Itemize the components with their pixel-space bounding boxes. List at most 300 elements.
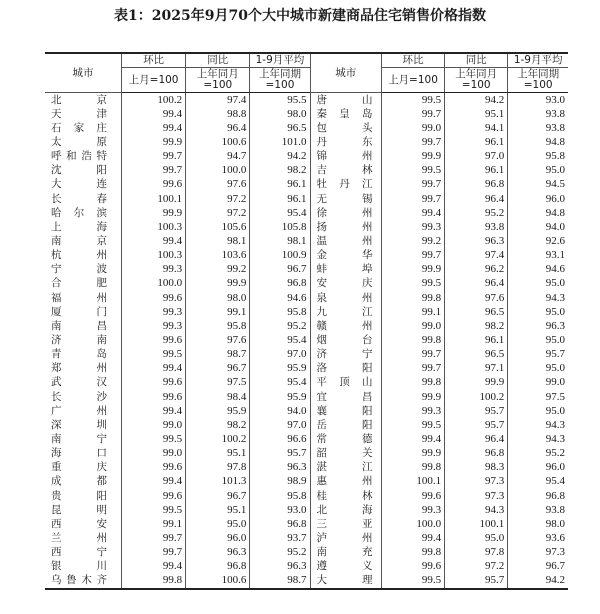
city-name-left: 天 津: [51, 107, 107, 120]
city-name-right: 平 顶 山: [316, 376, 373, 389]
avg-value-cell: 93.0: [508, 93, 568, 108]
city-name-cell: [45, 277, 121, 291]
yoy-value-cell: 96.7: [186, 362, 250, 376]
avg-value-cell: 96.1: [250, 192, 310, 206]
city-name-right: 韶 关: [316, 447, 373, 460]
avg-value-cell: 93.8: [508, 503, 568, 517]
city-name-left: 兰 州: [51, 531, 107, 544]
table-row: [45, 362, 568, 376]
avg-value-cell: 94.0: [508, 220, 568, 234]
mom-value-cell: 99.0: [121, 447, 185, 461]
mom-value-cell: 99.7: [381, 135, 444, 149]
avg-value-cell: 95.0: [508, 305, 568, 319]
avg-value-cell: 98.9: [250, 475, 310, 489]
yoy-value-cell: 97.8: [445, 546, 508, 560]
mom-value-cell: 99.9: [381, 150, 444, 164]
city-name-right: 北 海: [316, 503, 373, 516]
city-name-cell: [45, 489, 121, 503]
city-name-cell: [45, 192, 121, 206]
city-name-cell: [45, 362, 121, 376]
city-name-cell: [310, 333, 381, 347]
yoy-value-cell: 96.8: [445, 447, 508, 461]
city-name-cell: [45, 305, 121, 319]
city-name-left: 长 沙: [51, 390, 107, 403]
yoy-value-cell: 97.3: [445, 489, 508, 503]
mom-value-cell: 99.6: [121, 390, 185, 404]
city-name-cell: [310, 574, 381, 589]
mom-value-cell: 99.7: [381, 178, 444, 192]
yoy-value-cell: 95.1: [186, 503, 250, 517]
city-name-right: 烟 台: [316, 333, 373, 346]
avg-value-cell: 95.4: [508, 475, 568, 489]
city-name-cell: [45, 107, 121, 121]
yoy-value-cell: 97.6: [186, 333, 250, 347]
mom-value-cell: 99.5: [121, 348, 185, 362]
city-name-cell: [45, 574, 121, 589]
yoy-value-cell: 98.4: [186, 390, 250, 404]
avg-value-cell: 93.1: [508, 249, 568, 263]
mom-value-cell: 99.8: [381, 376, 444, 390]
avg-value-cell: 94.3: [508, 291, 568, 305]
city-name-cell: [45, 432, 121, 446]
city-name-cell: [45, 234, 121, 248]
table-row: [45, 546, 568, 560]
city-name-cell: [45, 531, 121, 545]
mom-value-cell: 99.6: [121, 461, 185, 475]
city-name-cell: [45, 150, 121, 164]
city-name-right: 徐 州: [316, 206, 373, 219]
city-name-cell: [45, 121, 121, 135]
mom-value-cell: 99.5: [381, 418, 444, 432]
avg-value-cell: 95.8: [508, 150, 568, 164]
city-name-right: 无 锡: [316, 192, 373, 205]
city-name-right: 桂 林: [316, 489, 373, 502]
city-name-cell: [45, 93, 121, 108]
avg-value-cell: 94.2: [250, 150, 310, 164]
mom-value-cell: 99.9: [381, 390, 444, 404]
avg-value-cell: 95.0: [508, 277, 568, 291]
yoy-value-cell: 96.5: [445, 305, 508, 319]
table-row: [45, 192, 568, 206]
table-row: [45, 107, 568, 121]
avg-value-cell: 93.7: [250, 531, 310, 545]
header-mom-base-right: 上月=100: [381, 68, 444, 93]
city-name-right: 宜 昌: [316, 390, 373, 403]
city-name-cell: [310, 390, 381, 404]
city-name-cell: [310, 546, 381, 560]
avg-value-cell: 95.9: [250, 362, 310, 376]
mom-value-cell: 99.4: [121, 121, 185, 135]
mom-value-cell: 99.3: [121, 319, 185, 333]
avg-value-cell: 95.0: [508, 164, 568, 178]
table-row: [45, 220, 568, 234]
table-row: [45, 178, 568, 192]
yoy-value-cell: 95.1: [186, 447, 250, 461]
city-name-left: 大 连: [51, 178, 107, 191]
city-name-left: 合 肥: [51, 277, 107, 290]
avg-value-cell: 96.7: [250, 263, 310, 277]
avg-value-cell: 94.3: [508, 432, 568, 446]
header-avg-left: 1-9月平均: [250, 53, 310, 68]
avg-value-cell: 96.5: [250, 121, 310, 135]
table-row: [45, 560, 568, 574]
avg-value-cell: 97.5: [508, 390, 568, 404]
city-name-cell: [310, 404, 381, 418]
table-row: [45, 121, 568, 135]
yoy-value-cell: 95.8: [186, 319, 250, 333]
yoy-value-cell: 101.3: [186, 475, 250, 489]
mom-value-cell: 99.8: [121, 574, 185, 589]
city-name-cell: [45, 220, 121, 234]
yoy-value-cell: 94.2: [445, 93, 508, 108]
avg-value-cell: 95.7: [508, 348, 568, 362]
avg-value-cell: 96.1: [250, 178, 310, 192]
avg-base-line2: =100: [523, 79, 553, 91]
city-name-cell: [310, 362, 381, 376]
yoy-value-cell: 98.1: [186, 234, 250, 248]
avg-value-cell: 94.3: [508, 418, 568, 432]
city-name-cell: [45, 333, 121, 347]
yoy-value-cell: 97.5: [186, 376, 250, 390]
city-name-left: 南 宁: [51, 432, 107, 445]
city-name-right: 赣 州: [316, 319, 373, 332]
table-row: [45, 249, 568, 263]
yoy-value-cell: 99.2: [186, 263, 250, 277]
avg-value-cell: 95.8: [250, 489, 310, 503]
city-name-cell: [310, 178, 381, 192]
city-name-right: 金 华: [316, 249, 373, 262]
city-name-cell: [45, 135, 121, 149]
avg-value-cell: 95.0: [508, 404, 568, 418]
header-yoy-base-left: [186, 68, 250, 93]
mom-value-cell: 99.5: [121, 503, 185, 517]
mom-value-cell: 99.4: [121, 475, 185, 489]
city-name-cell: [310, 517, 381, 531]
mom-value-cell: 99.4: [121, 107, 185, 121]
table-row: [45, 333, 568, 347]
yoy-value-cell: 97.6: [186, 178, 250, 192]
yoy-value-cell: 96.5: [445, 348, 508, 362]
city-name-right: 南 充: [316, 546, 373, 559]
avg-value-cell: 95.4: [250, 206, 310, 220]
table-row: [45, 418, 568, 432]
yoy-value-cell: 96.1: [445, 135, 508, 149]
avg-value-cell: 95.9: [250, 390, 310, 404]
yoy-value-cell: 94.7: [186, 150, 250, 164]
avg-value-cell: 105.8: [250, 220, 310, 234]
yoy-value-cell: 98.2: [186, 418, 250, 432]
mom-value-cell: 99.7: [381, 348, 444, 362]
header-yoy-base-right: [445, 68, 508, 93]
yoy-base-line1: 上年同月: [196, 68, 239, 80]
mom-value-cell: 99.3: [381, 404, 444, 418]
city-name-left: 成 都: [51, 475, 107, 488]
city-name-cell: [45, 503, 121, 517]
mom-value-cell: 99.4: [121, 404, 185, 418]
city-name-right: 包 头: [316, 121, 373, 134]
city-name-cell: [310, 305, 381, 319]
table-row: [45, 150, 568, 164]
avg-value-cell: 95.0: [508, 362, 568, 376]
yoy-value-cell: 98.7: [186, 348, 250, 362]
table-row: [45, 475, 568, 489]
city-name-right: 蚌 埠: [316, 263, 373, 276]
city-name-right: 襄 阳: [316, 404, 373, 417]
yoy-value-cell: 95.7: [445, 574, 508, 589]
mom-value-cell: 99.0: [381, 121, 444, 135]
city-name-cell: [310, 263, 381, 277]
yoy-value-cell: 96.0: [186, 531, 250, 545]
avg-value-cell: 95.0: [508, 333, 568, 347]
avg-value-cell: 96.8: [250, 277, 310, 291]
avg-value-cell: 94.2: [508, 574, 568, 589]
yoy-value-cell: 96.2: [445, 263, 508, 277]
yoy-value-cell: 95.0: [186, 517, 250, 531]
price-index-table: [45, 52, 568, 590]
city-name-cell: [45, 404, 121, 418]
city-name-cell: [310, 164, 381, 178]
city-name-left: 长 春: [51, 192, 107, 205]
yoy-value-cell: 94.1: [445, 121, 508, 135]
city-name-cell: [310, 461, 381, 475]
city-name-cell: [45, 249, 121, 263]
city-name-left: 重 庆: [51, 461, 107, 474]
mom-value-cell: 100.3: [121, 220, 185, 234]
avg-value-cell: 95.4: [250, 333, 310, 347]
mom-value-cell: 99.9: [381, 263, 444, 277]
avg-base-line1: 上年同期: [517, 68, 560, 80]
table-row: [45, 277, 568, 291]
yoy-value-cell: 96.4: [186, 121, 250, 135]
table-row: [45, 319, 568, 333]
mom-value-cell: 99.5: [381, 93, 444, 108]
avg-value-cell: 95.2: [250, 546, 310, 560]
city-name-left: 武 汉: [51, 376, 107, 389]
city-name-left: 贵 阳: [51, 489, 107, 502]
city-name-right: 锦 州: [316, 150, 373, 163]
city-name-cell: [45, 291, 121, 305]
mom-value-cell: 99.6: [121, 489, 185, 503]
avg-value-cell: 98.1: [250, 234, 310, 248]
city-name-cell: [310, 206, 381, 220]
yoy-value-cell: 96.3: [445, 234, 508, 248]
city-name-cell: [310, 432, 381, 446]
mom-value-cell: 99.4: [121, 362, 185, 376]
mom-value-cell: 99.3: [121, 263, 185, 277]
avg-value-cell: 94.0: [250, 404, 310, 418]
city-name-right: 常 德: [316, 432, 373, 445]
header-avg-base-right: [508, 68, 568, 93]
mom-value-cell: 99.5: [381, 277, 444, 291]
mom-value-cell: 99.8: [381, 546, 444, 560]
avg-value-cell: 95.2: [508, 447, 568, 461]
avg-value-cell: 97.0: [250, 418, 310, 432]
avg-value-cell: 96.0: [508, 192, 568, 206]
city-name-right: 泉 州: [316, 291, 373, 304]
city-name-left: 乌鲁木齐: [51, 574, 107, 587]
table-row: [45, 461, 568, 475]
mom-value-cell: 99.6: [381, 489, 444, 503]
mom-value-cell: 99.8: [381, 461, 444, 475]
avg-value-cell: 96.6: [250, 432, 310, 446]
city-name-cell: [310, 220, 381, 234]
yoy-value-cell: 96.4: [445, 277, 508, 291]
mom-value-cell: 99.4: [121, 234, 185, 248]
yoy-value-cell: 97.2: [445, 560, 508, 574]
city-name-right: 三 亚: [316, 517, 373, 530]
mom-value-cell: 99.4: [381, 206, 444, 220]
city-name-left: 宁 波: [51, 263, 107, 276]
yoy-value-cell: 97.6: [445, 291, 508, 305]
city-name-right: 温 州: [316, 234, 373, 247]
yoy-value-cell: 100.6: [186, 135, 250, 149]
city-name-left: 杭 州: [51, 249, 107, 262]
yoy-value-cell: 96.8: [186, 560, 250, 574]
yoy-base-line2: =100: [461, 79, 491, 91]
mom-value-cell: 99.3: [121, 305, 185, 319]
city-name-cell: [310, 376, 381, 390]
city-name-left: 广 州: [51, 404, 107, 417]
mom-value-cell: 99.7: [381, 192, 444, 206]
table-row: [45, 404, 568, 418]
city-name-right: 扬 州: [316, 220, 373, 233]
avg-base-line2: =100: [265, 79, 295, 91]
yoy-value-cell: 98.0: [186, 291, 250, 305]
city-name-cell: [45, 447, 121, 461]
avg-value-cell: 96.8: [250, 517, 310, 531]
city-name-cell: [310, 418, 381, 432]
mom-value-cell: 99.5: [381, 164, 444, 178]
yoy-value-cell: 95.9: [186, 404, 250, 418]
city-name-cell: [45, 178, 121, 192]
header-avg-right: 1-9月平均: [508, 53, 568, 68]
mom-value-cell: 99.1: [121, 517, 185, 531]
mom-value-cell: 99.3: [381, 503, 444, 517]
avg-value-cell: 94.6: [508, 263, 568, 277]
yoy-value-cell: 97.2: [186, 192, 250, 206]
city-name-right: 湛 江: [316, 461, 373, 474]
avg-value-cell: 98.0: [508, 517, 568, 531]
header-avg-base-left: [250, 68, 310, 93]
yoy-value-cell: 97.1: [445, 362, 508, 376]
yoy-value-cell: 105.6: [186, 220, 250, 234]
city-name-left: 南 京: [51, 234, 107, 247]
mom-value-cell: 99.6: [121, 376, 185, 390]
table-row: [45, 447, 568, 461]
city-name-cell: [45, 461, 121, 475]
yoy-value-cell: 96.4: [445, 192, 508, 206]
yoy-value-cell: 96.1: [445, 164, 508, 178]
avg-value-cell: 98.0: [250, 107, 310, 121]
mom-value-cell: 99.7: [121, 164, 185, 178]
city-name-right: 安 庆: [316, 277, 373, 290]
avg-value-cell: 96.0: [508, 461, 568, 475]
avg-value-cell: 98.7: [250, 574, 310, 589]
table-row: [45, 206, 568, 220]
city-name-left: 济 南: [51, 333, 107, 346]
mom-value-cell: 99.8: [381, 333, 444, 347]
avg-value-cell: 93.6: [508, 531, 568, 545]
city-name-left: 福 州: [51, 291, 107, 304]
avg-value-cell: 96.3: [508, 319, 568, 333]
city-name-cell: [310, 319, 381, 333]
header-city-left: 城市: [45, 53, 121, 93]
mom-value-cell: 100.1: [121, 192, 185, 206]
mom-value-cell: 99.6: [121, 178, 185, 192]
table-row: [45, 93, 568, 108]
yoy-value-cell: 98.8: [186, 107, 250, 121]
mom-value-cell: 99.9: [381, 447, 444, 461]
avg-value-cell: 92.6: [508, 234, 568, 248]
city-name-left: 西 安: [51, 517, 107, 530]
yoy-value-cell: 96.4: [445, 432, 508, 446]
header-mom-base-left: 上月=100: [121, 68, 185, 93]
header-mom-right: 环比: [381, 53, 444, 68]
city-name-right: 九 江: [316, 305, 373, 318]
mom-value-cell: 99.6: [121, 291, 185, 305]
avg-value-cell: 95.4: [250, 376, 310, 390]
table-row: [45, 135, 568, 149]
city-name-cell: [310, 475, 381, 489]
mom-value-cell: 100.0: [121, 277, 185, 291]
table-row: [45, 305, 568, 319]
yoy-base-line1: 上年同月: [455, 68, 498, 80]
yoy-value-cell: 96.7: [186, 489, 250, 503]
avg-value-cell: 94.6: [250, 291, 310, 305]
city-name-left: 哈 尔 滨: [51, 206, 107, 219]
avg-value-cell: 96.8: [508, 489, 568, 503]
city-name-left: 海 口: [51, 447, 107, 460]
mom-value-cell: 99.7: [121, 546, 185, 560]
city-name-left: 太 原: [51, 135, 107, 148]
mom-value-cell: 100.0: [381, 517, 444, 531]
city-name-cell: [45, 418, 121, 432]
header-yoy-right: 同比: [445, 53, 508, 68]
yoy-value-cell: 99.1: [186, 305, 250, 319]
city-name-left: 沈 阳: [51, 164, 107, 177]
mom-value-cell: 99.7: [381, 107, 444, 121]
city-name-right: 泸 州: [316, 531, 373, 544]
yoy-value-cell: 103.6: [186, 249, 250, 263]
yoy-value-cell: 100.0: [186, 164, 250, 178]
city-name-cell: [310, 234, 381, 248]
city-name-cell: [310, 348, 381, 362]
avg-base-line1: 上年同期: [258, 68, 301, 80]
mom-value-cell: 99.8: [381, 291, 444, 305]
table-row: [45, 531, 568, 545]
mom-value-cell: 99.1: [381, 305, 444, 319]
mom-value-cell: 99.7: [381, 362, 444, 376]
city-name-right: 惠 州: [316, 475, 373, 488]
city-name-left: 南 昌: [51, 319, 107, 332]
yoy-value-cell: 99.9: [445, 376, 508, 390]
header-city-right: 城市: [310, 53, 381, 93]
avg-value-cell: 94.8: [508, 135, 568, 149]
yoy-base-line2: =100: [203, 79, 233, 91]
yoy-value-cell: 100.2: [445, 390, 508, 404]
avg-value-cell: 95.8: [250, 305, 310, 319]
mom-value-cell: 99.5: [121, 432, 185, 446]
yoy-value-cell: 97.4: [186, 93, 250, 108]
yoy-value-cell: 100.6: [186, 574, 250, 589]
mom-value-cell: 99.4: [381, 432, 444, 446]
city-name-cell: [310, 489, 381, 503]
city-name-right: 牡 丹 江: [316, 178, 373, 191]
header-mom-left: 环比: [121, 53, 185, 68]
avg-value-cell: 93.0: [250, 503, 310, 517]
table-row: [45, 517, 568, 531]
yoy-value-cell: 97.0: [445, 150, 508, 164]
